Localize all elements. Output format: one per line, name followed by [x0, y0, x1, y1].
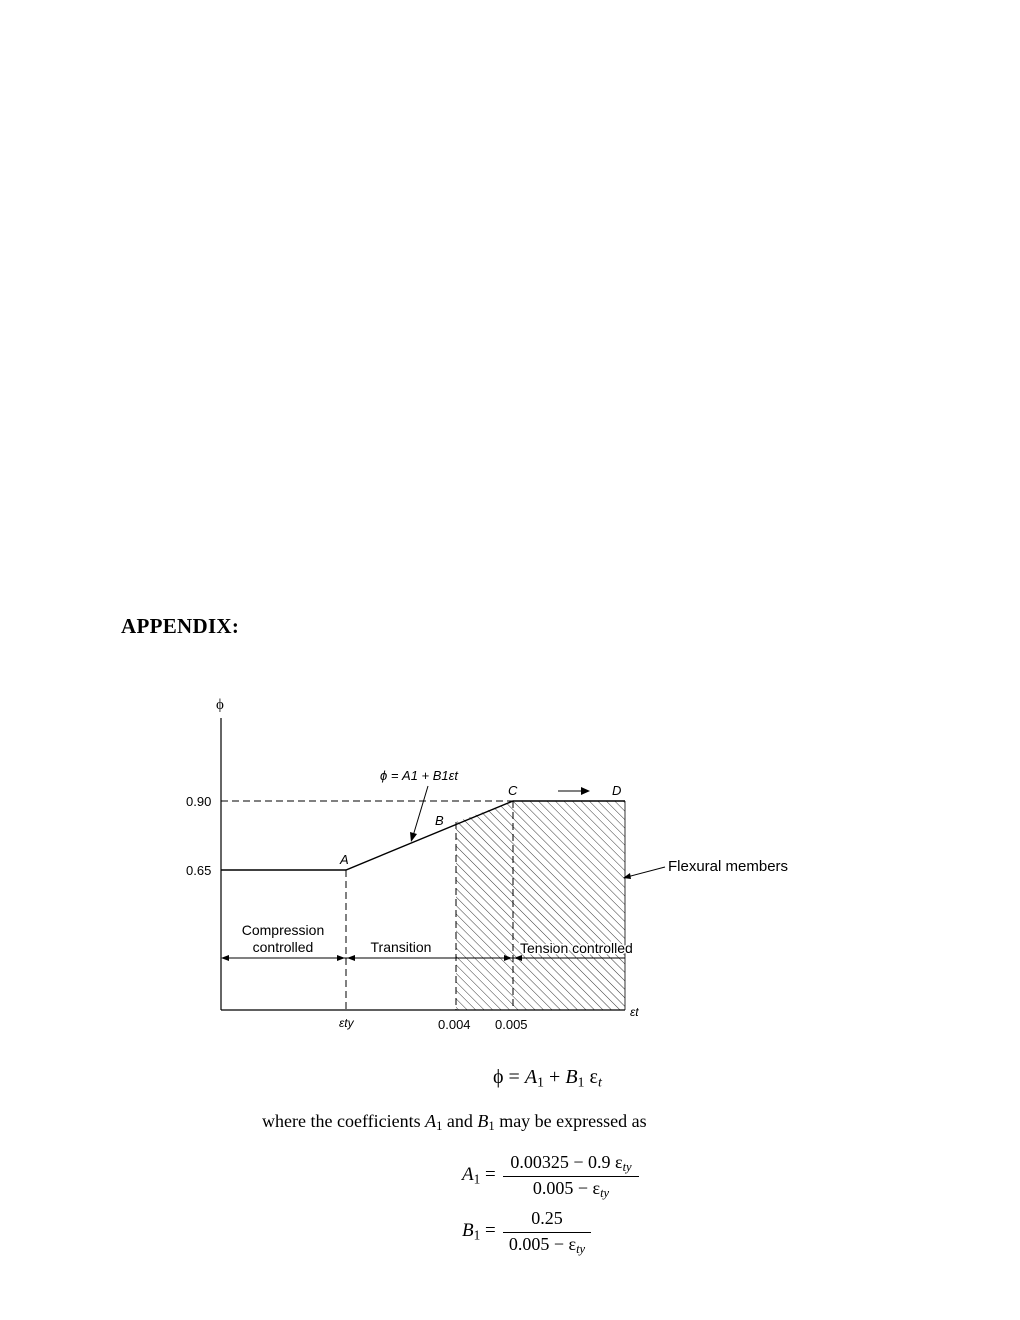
region-compression-line1: Compression	[241, 922, 325, 938]
point-label-a: A	[340, 852, 349, 867]
region-transition: Transition	[370, 939, 432, 955]
coefficients-sentence: where the coefficients $A_1$ and $B_1$ may be expressed as	[262, 1111, 647, 1134]
appendix-heading: APPENDIX:	[121, 614, 240, 638]
a1-numerator: 0.00325 − 0.9 $\varepsilon_{ty}$	[510, 1152, 632, 1175]
b1-denominator: $0.005 - \varepsilon_{ty}$	[508, 1234, 586, 1257]
x-axis-symbol: εt	[630, 1005, 639, 1019]
flexural-members-callout: Flexural members	[668, 858, 789, 875]
y-axis-symbol: ϕ	[216, 697, 224, 713]
a1-fraction-bar	[503, 1176, 639, 1177]
main-eq-lhs: ϕ	[493, 1066, 504, 1088]
arrowhead-left	[221, 955, 229, 961]
formula-leader-arrow	[413, 786, 428, 836]
arrowhead-a-right	[347, 955, 355, 961]
region-compression-line2: controlled	[252, 939, 314, 955]
b1-fraction-bar	[503, 1232, 591, 1233]
x-tick-0004: 0.004	[438, 1017, 471, 1032]
formula-label: ϕ = A1 + B1εt	[380, 768, 458, 783]
flexural-leader-line	[627, 867, 665, 877]
flexural-hatched-region	[456, 801, 625, 1010]
y-tick-065: 0.65	[186, 863, 212, 878]
b1-lhs: $B_1$ =	[462, 1220, 496, 1243]
main-eq-a: A	[524, 1066, 538, 1088]
x-tick-0005: 0.005	[495, 1017, 528, 1032]
b1-numerator: 0.25	[531, 1208, 563, 1228]
region-tension: Tension controlled	[520, 940, 633, 956]
x-tick-eps-ty: εty	[339, 1016, 354, 1030]
c-to-d-arrowhead	[581, 787, 590, 795]
arrowhead-a-left	[337, 955, 345, 961]
point-label-d: D	[612, 783, 622, 798]
main-equation: $\phi = A_1 + B_1$ $\varepsilon_t$	[493, 1066, 602, 1091]
main-eq-a-sub: 1	[537, 1075, 545, 1091]
a1-denominator: $0.005 - \varepsilon_{ty}$	[532, 1178, 610, 1201]
a1-lhs: $A_1$ =	[462, 1164, 496, 1187]
main-eq-eps: ε	[589, 1066, 598, 1088]
main-eq-eps-sub: t	[597, 1075, 602, 1091]
point-label-b: B	[435, 813, 444, 828]
point-label-c: C	[508, 783, 518, 798]
main-eq-b: B	[565, 1066, 578, 1088]
main-eq-b-sub: 1	[577, 1075, 585, 1091]
y-tick-090: 0.90	[186, 794, 212, 809]
